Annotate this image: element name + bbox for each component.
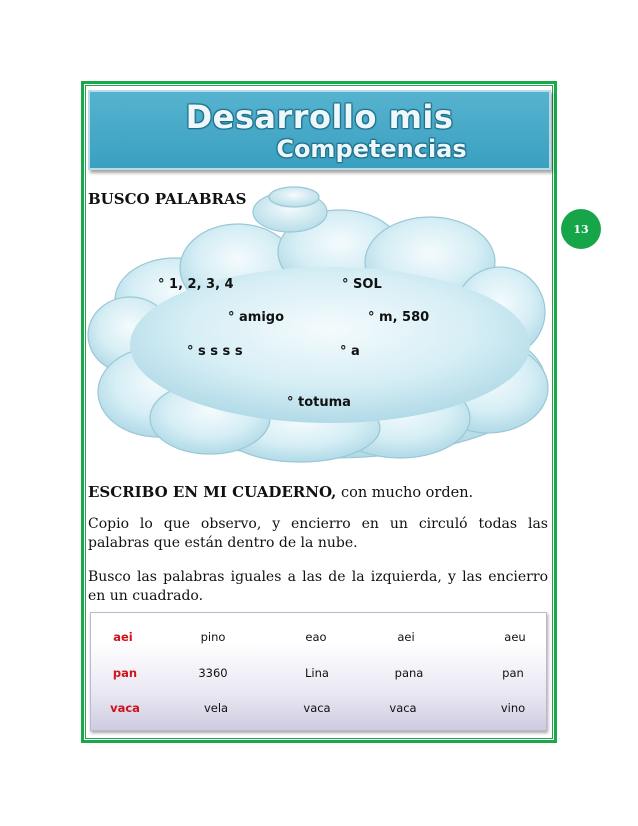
- table-cell-target: aei: [113, 630, 133, 644]
- instruction-1-line2: palabras que están dentro de la nube.: [88, 535, 358, 551]
- cloud-word: ° totuma: [287, 395, 351, 410]
- banner-title-line2: Competencias: [276, 135, 467, 163]
- section-title-escribo-bold: ESCRIBO EN MI CUADERNO,: [88, 483, 337, 501]
- table-cell: Lina: [305, 666, 329, 680]
- table-cell: vela: [203, 701, 229, 715]
- cloud-word: ° amigo: [228, 310, 285, 325]
- section-title-busco-palabras: BUSCO PALABRAS: [88, 190, 247, 208]
- table-cell-target: pan: [112, 666, 138, 680]
- page-number-badge: 13: [561, 209, 601, 249]
- table-cell: eao: [305, 630, 327, 644]
- instruction-1-line1: Copio lo que observo, y encierro en un circuló todas las: [88, 516, 548, 532]
- word-matching-table: [90, 612, 547, 731]
- table-cell: pino: [200, 630, 226, 644]
- table-cell: aeu: [504, 630, 526, 644]
- table-cell: vino: [500, 701, 526, 715]
- section-title-escribo-rest: con mucho orden.: [336, 485, 474, 501]
- table-cell: pan: [502, 666, 524, 680]
- cloud-word: ° 1, 2, 3, 4: [158, 277, 234, 292]
- banner-title-line1: Desarrollo mis: [185, 98, 454, 136]
- instruction-paragraph-2: [88, 568, 548, 606]
- table-cell: pana: [394, 666, 424, 680]
- instruction-2-line2: en un cuadrado.: [88, 588, 204, 604]
- cloud-word: ° a: [340, 344, 360, 359]
- table-cell: 3360: [198, 666, 228, 680]
- table-cell: aei: [397, 630, 415, 644]
- instruction-2-line1: Busco las palabras iguales a las de la izquierda, y las encierro: [88, 569, 548, 585]
- table-cell: vaca: [389, 701, 417, 715]
- instruction-paragraph-1: [88, 515, 548, 553]
- cloud-word: ° SOL: [342, 277, 382, 292]
- table-cell-target: vaca: [110, 701, 140, 715]
- section-title-escribo: [88, 483, 473, 501]
- table-cell: vaca: [303, 701, 331, 715]
- cloud-word: ° m, 580: [368, 310, 430, 325]
- cloud-word: ° s s s s: [187, 344, 243, 359]
